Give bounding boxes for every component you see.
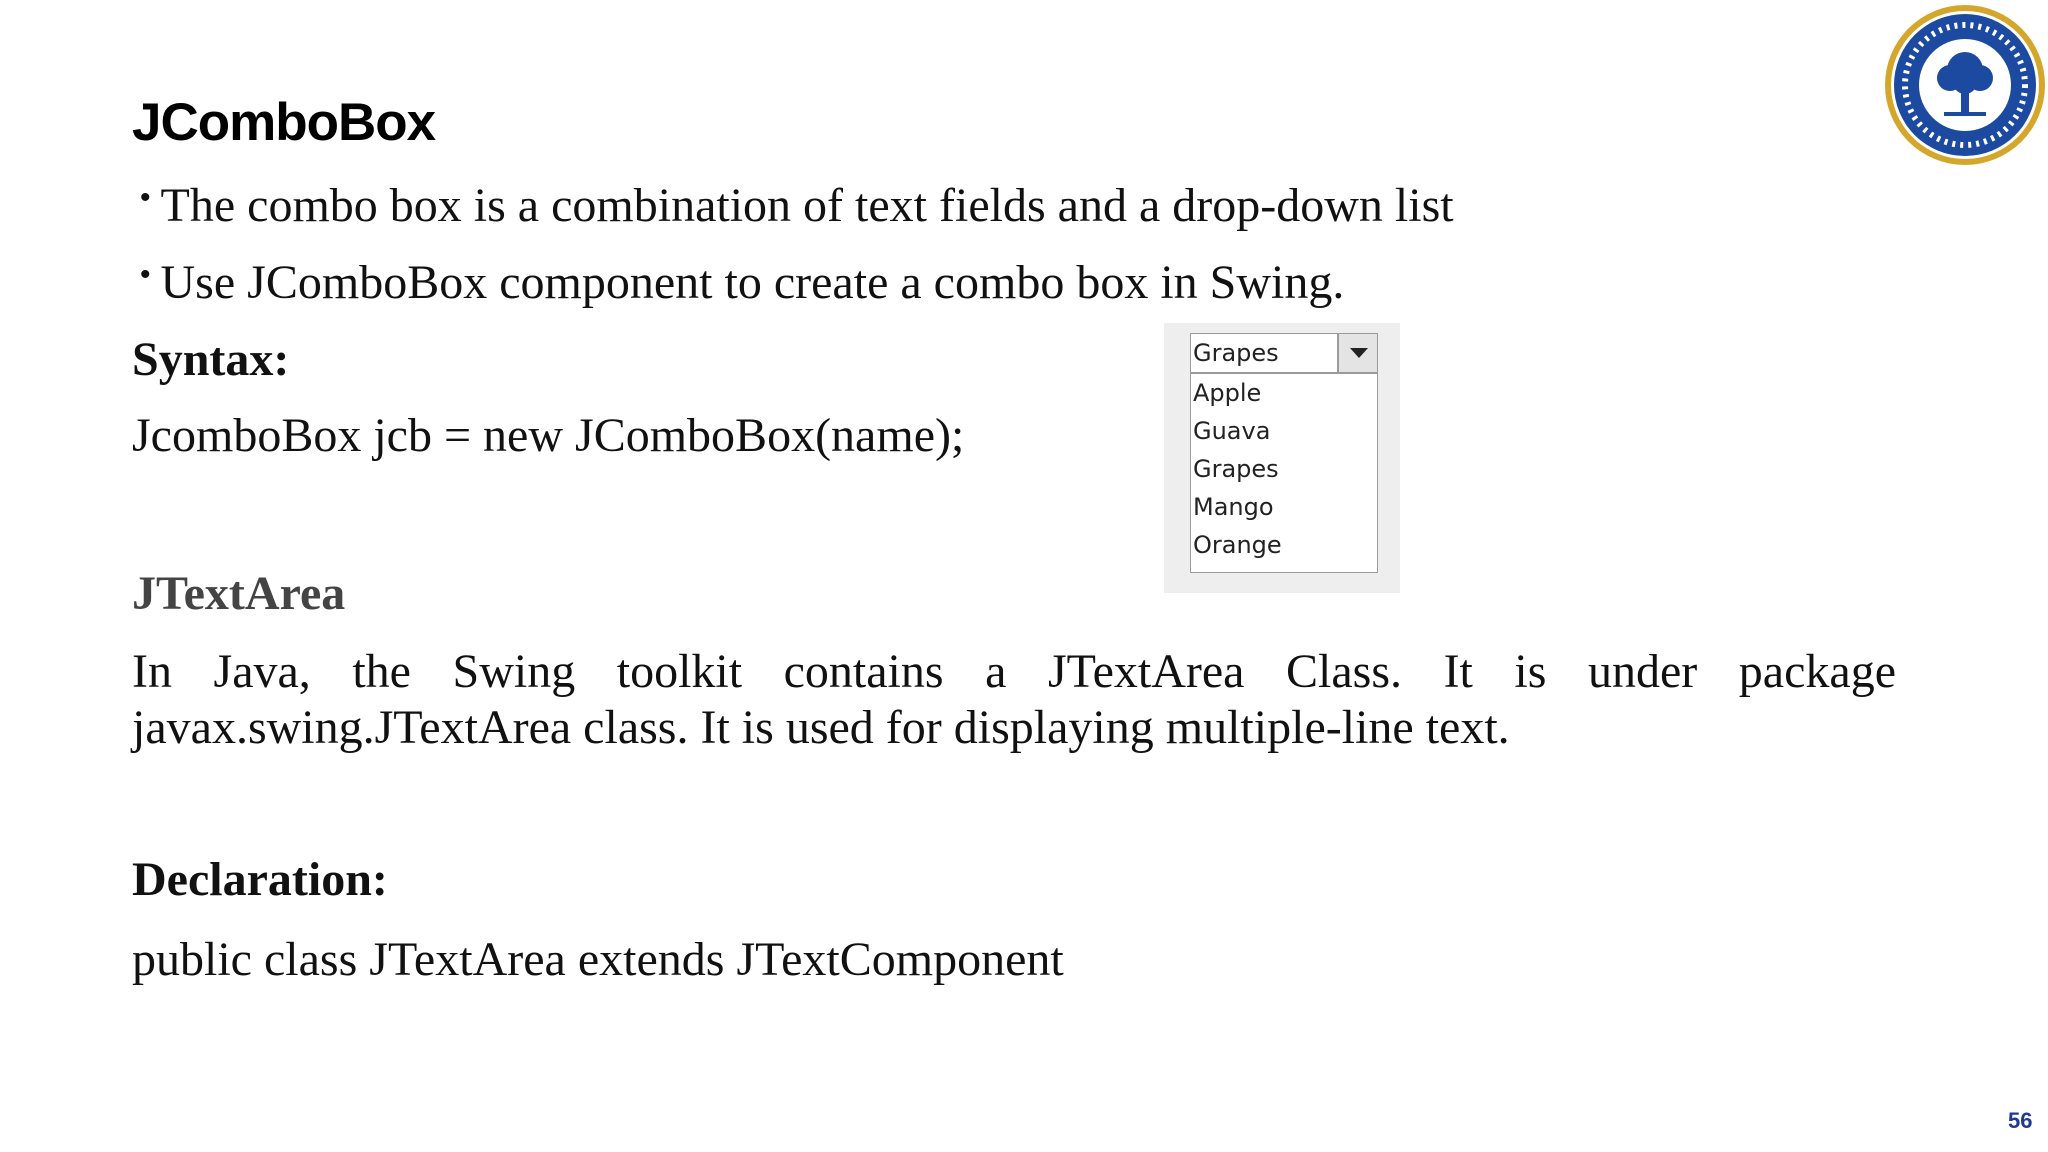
slide-title: JComboBox <box>132 93 436 152</box>
bullet-text: Use JComboBox component to create a combo box in Swing. <box>160 256 1345 309</box>
combo-box-example-image <box>1164 323 1400 593</box>
bullet-dot-icon: • <box>140 258 151 291</box>
combo-option: Apple <box>1193 379 1262 407</box>
syntax-code: JcomboBox jcb = new JComboBox(name); <box>132 409 965 462</box>
combo-option: Grapes <box>1193 455 1279 483</box>
bullet-text: The combo box is a combination of text fields and a drop-down list <box>160 179 1454 232</box>
combo-selected-field: Grapes <box>1190 333 1338 373</box>
combo-option: Mango <box>1193 493 1274 521</box>
textarea-paragraph: In Java, the Swing toolkit contains a JTextArea Class. It is under package javax.swing.JTextArea class. It is used for displaying multiple-line text. <box>132 645 1896 754</box>
bullet-item <box>140 255 1344 310</box>
combo-options-list <box>1190 373 1378 573</box>
combo-option: Orange <box>1193 531 1282 559</box>
syntax-heading: Syntax: <box>132 333 290 386</box>
combo-option: Guava <box>1193 417 1271 445</box>
textarea-heading: JTextArea <box>132 567 346 620</box>
institute-logo <box>1882 2 2048 168</box>
declaration-code: public class JTextArea extends JTextComponent <box>132 933 1064 986</box>
bullet-dot-icon: • <box>140 181 151 214</box>
bullet-item <box>140 178 1454 233</box>
institute-seal-icon <box>1882 2 2048 168</box>
chevron-down-icon <box>1350 348 1368 358</box>
page-number: 56 <box>2008 1108 2033 1133</box>
combo-dropdown-arrow <box>1338 333 1378 373</box>
declaration-heading: Declaration: <box>132 853 388 906</box>
